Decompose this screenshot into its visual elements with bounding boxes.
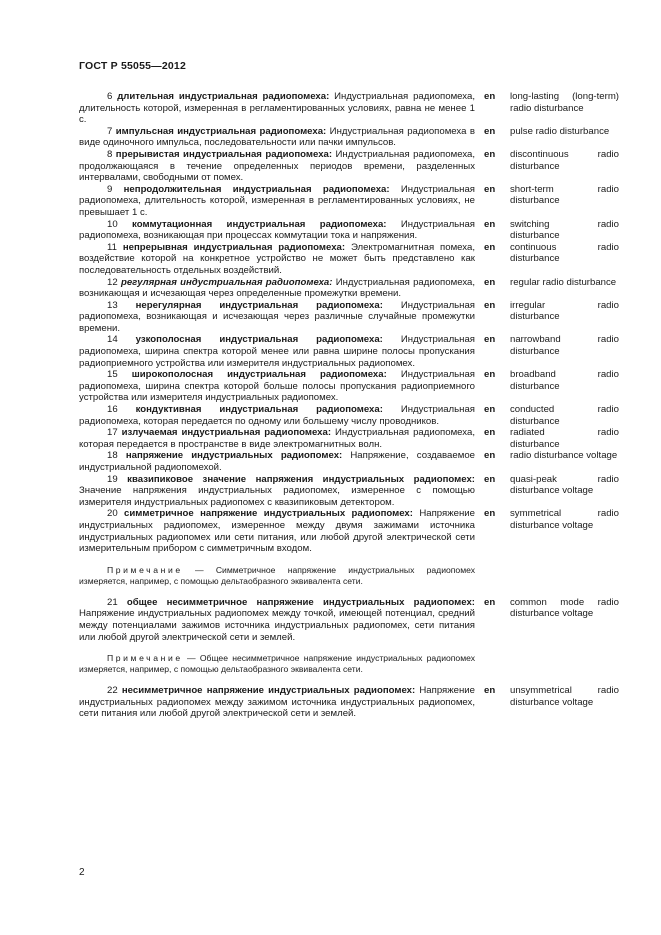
lang-code: en bbox=[484, 508, 496, 520]
term-title: нерегулярная индустриальная радиопомеха: bbox=[135, 299, 383, 311]
term-definition bbox=[79, 427, 475, 450]
term-number: 22 bbox=[107, 685, 118, 697]
term-text: Индустриальная радиопомеха, ширина спектра которой менее или равна ширине полосы пропускания радиоприемного устройства или измерителя индустриальных радиопомех. bbox=[79, 334, 476, 369]
term-entry-10 bbox=[79, 219, 619, 242]
term-title: регулярная индустриальная радиопомеха: bbox=[120, 276, 333, 288]
term-number: 20 bbox=[107, 508, 118, 520]
term-number: 21 bbox=[107, 596, 118, 608]
term-title: непродолжительная индустриальная радиопомеха: bbox=[123, 183, 390, 195]
term-text: Индустриальная радиопомеха, возникающая и исчезающая через различные случайные промежутки времени. bbox=[79, 299, 476, 334]
term-entry-17 bbox=[79, 427, 619, 450]
term-number: 12 bbox=[107, 276, 118, 288]
english-equivalent: narrowband radio disturbance bbox=[510, 334, 619, 358]
lang-code: en bbox=[484, 91, 496, 102]
page-number: 2 bbox=[79, 867, 85, 878]
term-entry-13 bbox=[79, 300, 619, 335]
term-definition bbox=[79, 508, 475, 554]
term-title: несимметричное напряжение индустриальных радиопомех: bbox=[121, 685, 416, 697]
lang-code: en bbox=[484, 299, 496, 311]
term-text: Индустриальная радиопомеха, которая передается в пространстве в виде электромагнитных волн. bbox=[79, 427, 475, 450]
term-number: 13 bbox=[107, 299, 118, 311]
term-entry-8 bbox=[79, 149, 619, 184]
lang-code: en bbox=[484, 125, 496, 137]
term-entry-9 bbox=[79, 184, 619, 219]
term-number: 16 bbox=[107, 404, 118, 416]
term-entry-18 bbox=[79, 450, 619, 473]
term-entry-7 bbox=[79, 126, 619, 149]
english-equivalent: short-term radio disturbance bbox=[510, 183, 619, 207]
term-entry-20 bbox=[79, 508, 619, 554]
term-definition bbox=[79, 184, 475, 219]
english-equivalent: broadband radio disturbance bbox=[510, 369, 619, 392]
term-entry-16 bbox=[79, 404, 619, 427]
term-definition bbox=[79, 334, 475, 369]
lang-code: en bbox=[484, 218, 496, 230]
term-definition bbox=[79, 277, 475, 300]
lang-code: en bbox=[484, 241, 496, 253]
term-text: Электромагнитная помеха, воздействие которой на конкретное устройство не может быть представлено как последовательность отдельных воздействий. bbox=[79, 241, 475, 276]
lang-code: en bbox=[484, 596, 496, 608]
english-equivalent: discontinuous radio disturbance bbox=[510, 148, 619, 172]
english-equivalent: conducted radio disturbance bbox=[510, 404, 619, 427]
term-number: 6 bbox=[107, 91, 113, 102]
term-title: квазипиковое значение напряжения индустриальных радиопомех: bbox=[127, 473, 476, 485]
term-title: широкополосная индустриальная радиопомеха: bbox=[131, 369, 387, 381]
english-equivalent: regular radio disturbance bbox=[510, 276, 617, 288]
note-text: — Общее несимметричное напряжение индустриальных радиопомех измеряется, например, с помощью дельтаобразного эквивалента сети. bbox=[79, 653, 476, 675]
english-equivalent: switching radio disturbance bbox=[510, 218, 619, 242]
term-text: Напряжение, создаваемое индустриальной радиопомехой. bbox=[79, 450, 475, 473]
term-entry-12 bbox=[79, 277, 619, 300]
note-label: Примечание bbox=[107, 564, 183, 575]
lang-code: en bbox=[484, 334, 496, 346]
note-label: Примечание bbox=[107, 653, 183, 664]
note-text: — Симметричное напряжение индустриальных радиопомех измеряется, например, с помощью дельтаобразного эквивалента сети. bbox=[79, 564, 475, 586]
term-number: 18 bbox=[107, 450, 118, 462]
term-title: коммутационная индустриальная радиопомеха: bbox=[132, 218, 387, 230]
term-text: Индустриальная радиопомеха в виде одиночного импульса, последовательности или пачки импульсов. bbox=[79, 125, 475, 149]
term-title: импульсная индустриальная радиопомеха: bbox=[115, 125, 327, 137]
term-number: 14 bbox=[107, 334, 118, 346]
lang-code: en bbox=[484, 369, 496, 381]
term-entry-19 bbox=[79, 474, 619, 509]
term-definition bbox=[79, 474, 475, 509]
term-definition bbox=[79, 242, 475, 277]
english-equivalent: long-lasting (long-term) radio disturbance bbox=[510, 91, 619, 114]
term-definition bbox=[79, 685, 475, 720]
english-equivalent: radiated radio disturbance bbox=[510, 427, 619, 450]
term-definition bbox=[79, 149, 475, 184]
term-title: симметричное напряжение индустриальных радиопомех: bbox=[124, 508, 413, 520]
term-text: Индустриальная радиопомеха, длительность которой, измеренная в регламентированных условиях, равна не менее 1 с. bbox=[79, 91, 475, 126]
document-header: ГОСТ Р 55055—2012 bbox=[79, 60, 187, 72]
term-number: 10 bbox=[107, 218, 118, 230]
term-definition bbox=[79, 597, 475, 643]
term-number: 19 bbox=[107, 473, 118, 485]
english-equivalent: quasi-peak radio disturbance voltage bbox=[510, 473, 619, 497]
term-number: 9 bbox=[107, 183, 113, 195]
term-number: 7 bbox=[107, 125, 113, 137]
term-text: Напряжение индустриальных радиопомех, измеренное между двумя зажимами источника индустриальных радиопомех или сети питания, или любой другой электрической сети измерительным прибором с симметричным входом. bbox=[79, 508, 475, 555]
term-number: 8 bbox=[107, 148, 113, 160]
english-equivalent: unsymmetrical radio disturbance voltage bbox=[510, 685, 619, 708]
term-text: Значение напряжения индустриальных радиопомех, измеренное с помощью измерителя индустриальных радиопомех с квазипиковым детектором. bbox=[79, 485, 475, 508]
term-title: непрерывная индустриальная радиопомеха: bbox=[122, 241, 346, 253]
term-definition bbox=[79, 219, 475, 242]
term-number: 15 bbox=[107, 369, 118, 381]
term-text: Индустриальная радиопомеха, которая передается по одному или большему числу проводников. bbox=[79, 404, 475, 427]
term-entry-14 bbox=[79, 334, 619, 369]
term-title: общее несимметричное напряжение индустриальных радиопомех: bbox=[126, 596, 476, 608]
term-entry-6 bbox=[79, 91, 619, 126]
term-entry-21 bbox=[79, 597, 619, 643]
term-text: Индустриальная радиопомеха, продолжающаяся в течение определенных периодов времени, разделенных интервалами, свободными от помех. bbox=[79, 148, 476, 184]
lang-code: en bbox=[484, 183, 496, 195]
term-text: Индустриальная радиопомеха, ширина спектра которой больше полосы пропускания радиоприемного устройства или измерителя индустриальных радиопомех. bbox=[79, 369, 476, 404]
term-text: Напряжение индустриальных радиопомех между зажимом источника индустриальных радиопомех, сети питания или любой другой электрической сети и землей. bbox=[79, 685, 476, 720]
term-definition bbox=[79, 126, 475, 149]
english-equivalent: irregular radio disturbance bbox=[510, 299, 619, 323]
lang-code: en bbox=[484, 685, 496, 697]
term-number: 17 bbox=[107, 427, 118, 439]
term-title: излучаемая индустриальная радиопомеха: bbox=[121, 427, 332, 439]
english-equivalent: pulse radio disturbance bbox=[510, 125, 610, 137]
term-title: напряжение индустриальных радиопомех: bbox=[125, 450, 343, 462]
term-definition bbox=[79, 450, 475, 473]
lang-code: en bbox=[484, 473, 496, 485]
term-text: Индустриальная радиопомеха, возникающая при процессах коммутации тока и напряжения. bbox=[79, 218, 476, 242]
term-entry-22 bbox=[79, 685, 619, 720]
english-equivalent: radio disturbance voltage bbox=[510, 450, 618, 462]
term-definition bbox=[79, 300, 475, 335]
note-1 bbox=[79, 565, 475, 587]
term-title: длительная индустриальная радиопомеха: bbox=[117, 91, 330, 102]
lang-code: en bbox=[484, 427, 496, 439]
note-2 bbox=[79, 653, 475, 675]
term-entry-15 bbox=[79, 369, 619, 404]
terms-list bbox=[79, 91, 619, 720]
lang-code: en bbox=[484, 404, 496, 416]
english-equivalent: common mode radio disturbance voltage bbox=[510, 596, 619, 620]
term-definition bbox=[79, 91, 475, 126]
lang-code: en bbox=[484, 450, 496, 462]
lang-code: en bbox=[484, 276, 496, 288]
term-definition bbox=[79, 369, 475, 404]
english-equivalent: symmetrical radio disturbance voltage bbox=[510, 508, 619, 531]
term-text: Индустриальная радиопомеха, возникающая и исчезающая через определенные промежутки времени. bbox=[79, 276, 476, 300]
lang-code: en bbox=[484, 148, 496, 160]
term-title: узкополосная индустриальная радиопомеха: bbox=[135, 334, 383, 346]
term-title: прерывистая индустриальная радиопомеха: bbox=[115, 148, 333, 160]
english-equivalent: continuous radio disturbance bbox=[510, 241, 619, 265]
term-number: 11 bbox=[107, 241, 117, 253]
term-definition bbox=[79, 404, 475, 427]
term-title: кондуктивная индустриальная радиопомеха: bbox=[135, 404, 383, 416]
term-text: Индустриальная радиопомеха, длительность которой, измеренная в регламентированных условиях, не превышает 1 с. bbox=[79, 183, 476, 218]
term-entry-11 bbox=[79, 242, 619, 277]
term-text: Напряжение индустриальных радиопомех между точкой, имеющей потенциал, средний между потенциалами зажимов источника индустриальных радиопомех, сети питания или любой другой электрической сети и землей. bbox=[79, 608, 475, 643]
